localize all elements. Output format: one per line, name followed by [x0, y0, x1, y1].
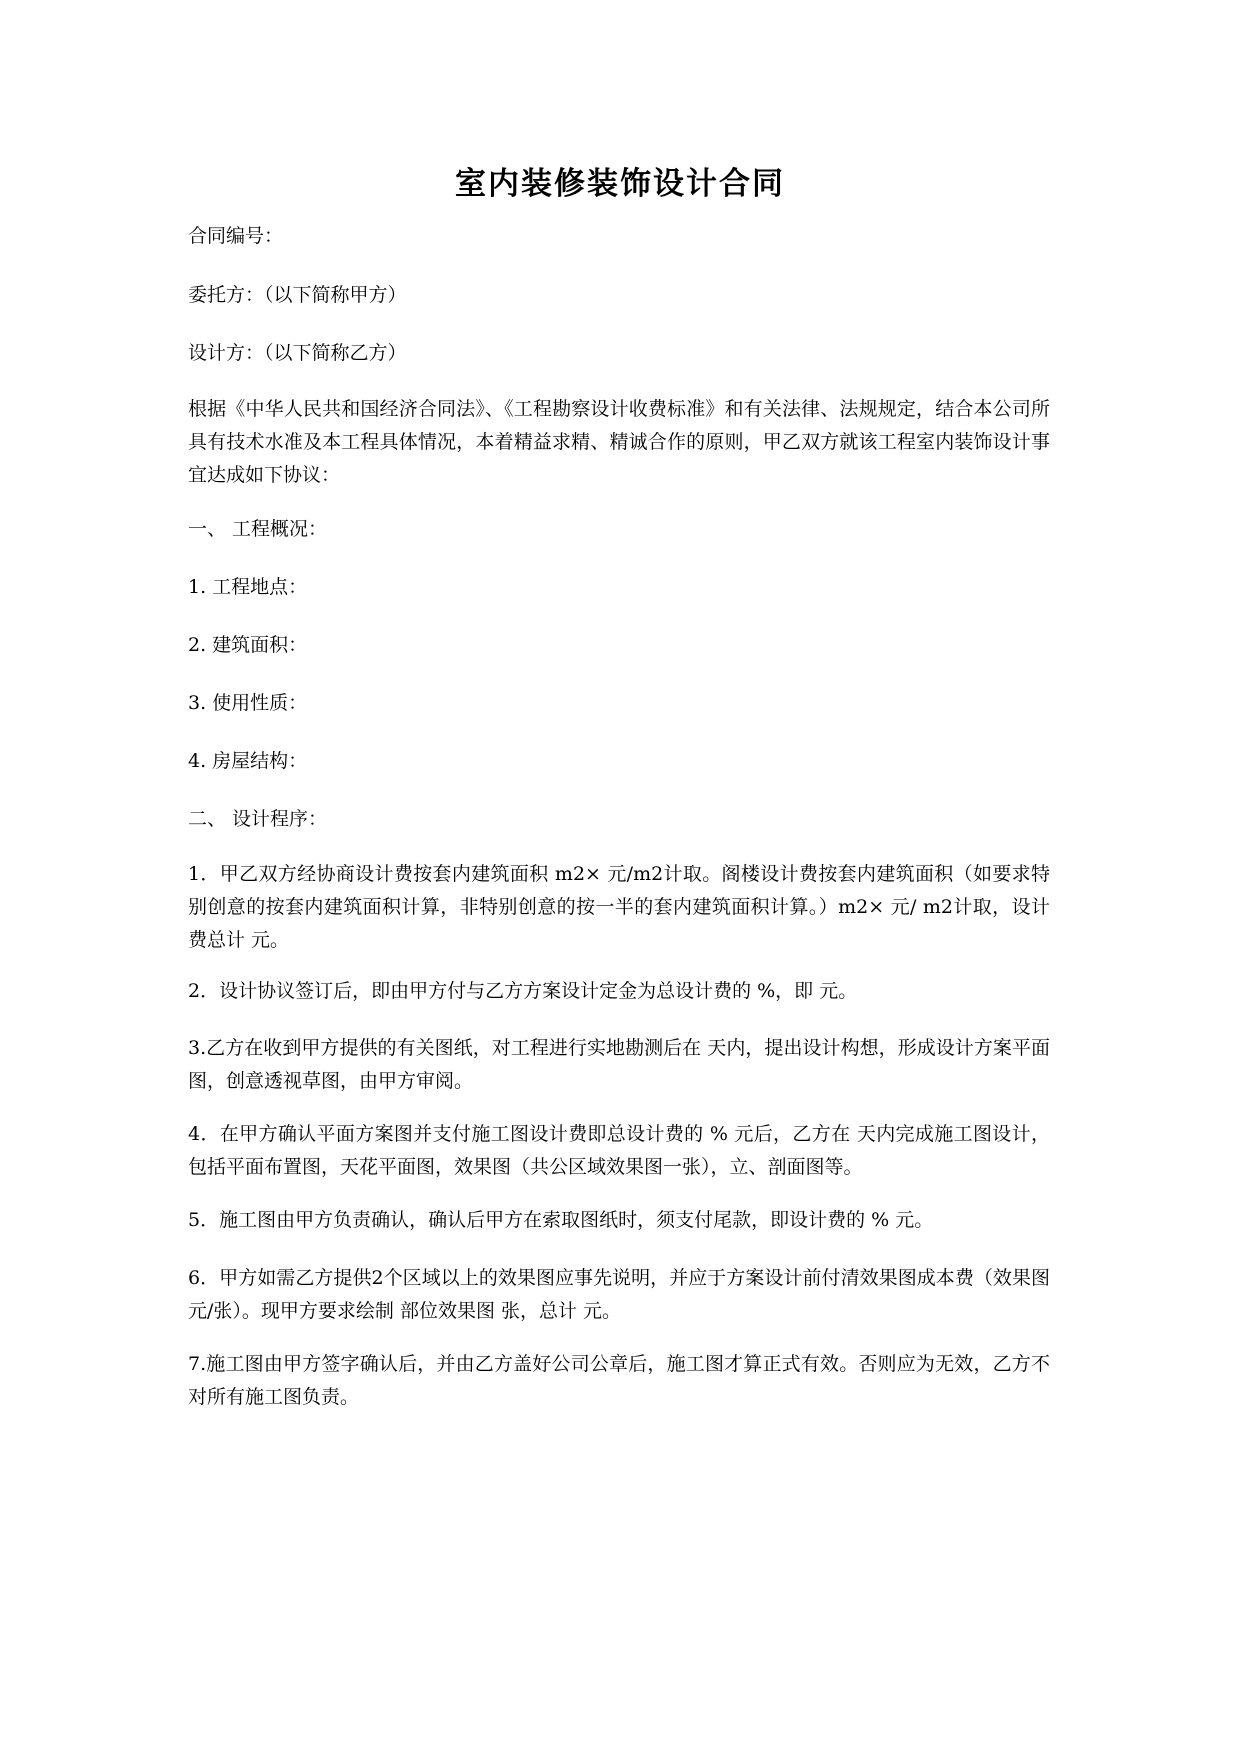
- section-2-item: 5．施工图由甲方负责确认，确认后甲方在索取图纸时，须支付尾款，即设计费的 % 元。: [188, 1209, 934, 1231]
- document-title: 室内装修装饰设计合同: [455, 166, 785, 202]
- client-line: 委托方：（以下简称甲方）: [188, 284, 407, 306]
- section-2-item: 1．甲乙双方经协商设计费按套内建筑面积 m2× 元/m2计取。阁楼设计费按套内建筑面积（如要求特别创意的按套内建筑面积计算，非特别创意的按一半的套内建筑面积计算。）m2× 元/ m2计取，设计费总计 元。: [188, 863, 1050, 951]
- section-1-item: 3. 使用性质：: [188, 692, 308, 714]
- preamble-paragraph: 根据《中华人民共和国经济合同法》、《工程勘察设计收费标准》和有关法律、法规规定，结合本公司所具有技术水准及本工程具体情况，本着精益求精、精诚合作的原则，甲乙双方就该工程室内装饰设计事宜达成如下协议：: [188, 398, 1050, 486]
- section-2-item: 2．设计协议签订后，即由甲方付与乙方方案设计定金为总设计费的 %，即 元。: [188, 980, 858, 1002]
- section-1-item: 2. 建筑面积：: [188, 634, 308, 656]
- section-1-heading: 一、 工程概况：: [188, 518, 328, 540]
- section-2-item: 7.施工图由甲方签字确认后，并由乙方盖好公司公章后，施工图才算正式有效。否则应为无效，乙方不对所有施工图负责。: [188, 1353, 1050, 1408]
- section-2-item: 3.乙方在收到甲方提供的有关图纸，对工程进行实地勘测后在 天内，提出设计构想，形成设计方案平面图，创意透视草图，由甲方审阅。: [188, 1037, 1050, 1092]
- section-1-item: 1. 工程地点：: [188, 576, 308, 598]
- section-2-heading: 二、 设计程序：: [188, 808, 328, 830]
- section-1-item: 4. 房屋结构：: [188, 750, 308, 772]
- section-2-item: 4．在甲方确认平面方案图并支付施工图设计费即总设计费的 % 元后，乙方在 天内完成施工图设计，包括平面布置图，天花平面图，效果图（共公区域效果图一张），立、剖面图等。: [188, 1123, 1050, 1178]
- contract-number-line: 合同编号：: [188, 225, 284, 247]
- designer-line: 设计方：（以下简称乙方）: [188, 342, 407, 364]
- section-2-item: 6．甲方如需乙方提供2个区域以上的效果图应事先说明，并应于方案设计前付清效果图成本费（效果图 元/张）。现甲方要求绘制 部位效果图 张，总计 元。: [188, 1267, 1050, 1322]
